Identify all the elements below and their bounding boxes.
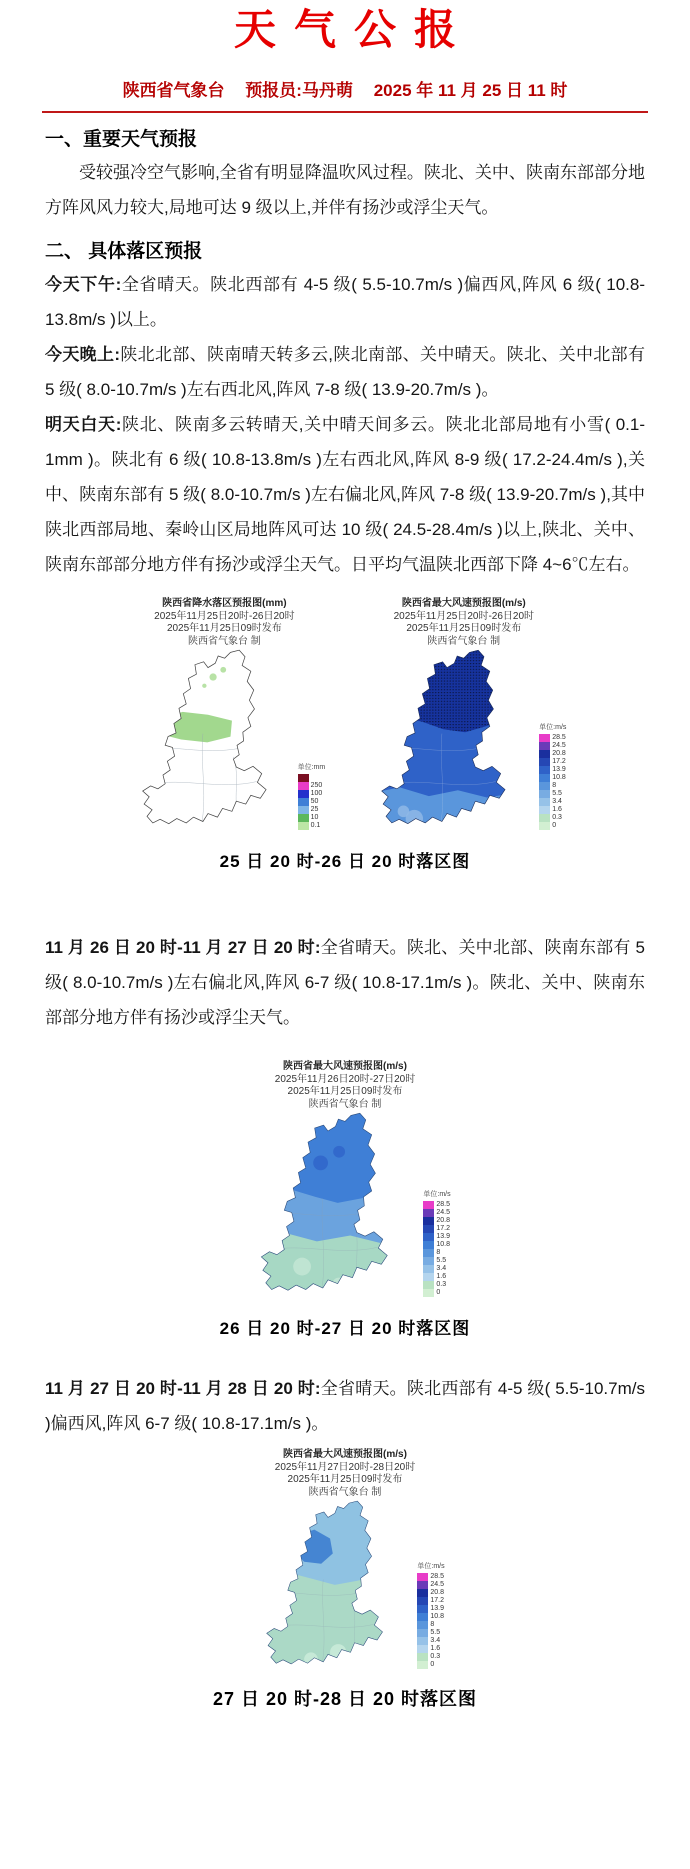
wind-map-day1-issued: 2025年11月25日09时发布 [406,623,522,634]
wind-map-day3-svg [245,1499,411,1683]
paragraph-tomorrow-lead: 明天白天: [45,415,122,434]
wind-map-day3-issued: 2025年11月25日09时发布 [287,1474,403,1485]
precip-map-period: 2025年11月25日20时-26日20时 [154,610,295,622]
wind1-patch [398,806,410,818]
wind-day2-legend: 单位:m/s 28.5 24.5 20.8 17.2 13.9 10.8 8 5.5 3.4 1.6 0.3 0 [423,1191,451,1296]
paragraph-afternoon-lead: 今天下午: [45,275,122,294]
paragraph-tomorrow-text: 陕北、陕南多云转晴天,关中晴天间多云。陕北北部局地有小雪( 0.1-1mm )。陕北有 6 级( 10.8-13.8m/s )左右西北风,阵风 8-9 级( 17.2-24.4m/s ),关中、陕南东部有 5 级( 8.0-10.7m/s )左右偏北风,阵风 7-8 级( 13.9-20.7m/s ),其中陕北西部局地、秦岭山区局地阵风可达 10 级( 24.5-28.4m/s )以上,陕北、关中、陕南东部部分地方伴有扬沙或浮尘天气。日平均气温陕北西部下降 4~6℃左右。 [45,415,645,574]
wind2-patch [332,1278,347,1293]
wind-map-day2-body [239,1111,450,1311]
wind1-stipple-overlay [371,648,523,732]
paragraph-afternoon-text: 全省晴天。陕北西部有 4-5 级( 5.5-10.7m/s )偏西风,阵风 6 级( 10.8-13.8m/s )以上。 [45,275,645,329]
wind-map-day2-title: 陕西省最大风速预报图(m/s) [283,1061,407,1072]
wind-map-day2-svg [239,1111,417,1311]
paragraph-day2 [45,930,645,1035]
wind-map-day1-title: 陕西省最大风速预报图(m/s) [401,598,526,609]
map-caption-day3: 27 日 20 时-28 日 20 时落区图 [212,1689,478,1709]
paragraph-tonight [45,337,645,407]
issue-datetime: 2025 年 11 月 25 日 11 时 [373,81,568,100]
bulletin-header [42,78,648,113]
wind-map-day3-body [245,1499,444,1683]
precip-map-body [124,648,326,844]
wind-day3-legend: 单位:m/s 28.5 24.5 20.8 17.2 13.9 10.8 8 5.5 3.4 1.6 0.3 0 [417,1563,445,1668]
wind2-spot [314,1155,329,1170]
precip-speck [220,667,226,673]
paragraph-day2-text: 全省晴天。陕北、关中北部、陕南东部有 5 级( 8.0-10.7m/s )左右偏北风,阵风 6-7 级( 10.8-17.1m/s )。陕北、关中、陕南东部部分地方伴有扬沙或浮尘天气。 [45,938,645,1027]
station-name: 陕西省气象台 [122,81,225,100]
precip-speck [209,673,216,680]
paragraph-day3-text: 全省晴天。陕北西部有 4-5 级( 5.5-10.7m/s )偏西风,阵风 6-7 级( 10.8-17.1m/s )。 [45,1379,645,1433]
precip-map-title: 陕西省降水落区预报图(mm) [162,598,287,609]
wind-map-day1-titles [394,598,534,648]
precip-map-issued: 2025年11月25日09时发布 [166,623,282,634]
wind-map-day1-credit: 陕西省气象台 制 [427,635,501,647]
wind-map-day1-svg [361,648,533,844]
maps-row-day1 [0,598,690,844]
wind2-north-region [251,1111,407,1203]
paragraph-tonight-text: 陕北北部、陕南晴天转多云,陕北南部、关中晴天。陕北、关中北部有 5 级( 8.0-10.7m/s )左右西北风,阵风 7-8 级( 13.9-20.7m/s )。 [45,345,645,399]
precip-base-region [131,648,283,844]
wind2-spot [334,1146,346,1158]
page-title: 天气公报 [233,6,474,53]
wind-day1-legend: 单位:m/s 28.5 24.5 20.8 17.2 13.9 10.8 8 5.5 3.4 1.6 0.3 0 [539,724,567,829]
wind-map-day3-period: 2025年11月27日20时-28日20时 [274,1461,416,1473]
wind-map-day2-credit: 陕西省气象台 制 [308,1098,382,1110]
paragraph-tonight-lead: 今天晚上: [45,345,120,364]
wind-map-day3-titles [275,1449,415,1499]
map-caption-day1: 25 日 20 时-26 日 20 时落区图 [219,852,471,871]
wind-map-day1-body [361,648,566,844]
precip-legend: 单位:mm 250 100 50 25 10 0.1 [297,764,326,829]
section2-heading: 二、 具体落区预报 [45,241,203,262]
wind-map-day1-period: 2025年11月25日20时-26日20时 [393,610,535,622]
wind2-patch [294,1258,312,1276]
wind3-patch [330,1644,346,1660]
wind-map-day3-title: 陕西省最大风速预报图(m/s) [283,1449,407,1460]
paragraph-tomorrow [45,407,645,582]
map-caption-day2: 26 日 20 时-27 日 20 时落区图 [219,1319,471,1338]
wind-map-day2-issued: 2025年11月25日09时发布 [287,1086,403,1097]
wind3-patch [305,1652,319,1666]
precip-speck [202,684,206,688]
paragraph-afternoon [45,267,645,337]
wind1-south-region [371,787,523,844]
maps-row-day2 [0,1061,690,1311]
forecaster-name: 预报员:马丹萌 [245,81,353,100]
precip-map-credit: 陕西省气象台 制 [187,635,261,647]
paragraph-day3 [45,1371,645,1441]
precip-map-block [124,598,326,844]
paragraph-day3-lead: 11 月 27 日 20 时-11 月 28 日 20 时: [45,1379,321,1398]
wind-map-day1-block [361,598,566,844]
maps-row-day3 [0,1449,690,1683]
wind2-south-region [251,1232,407,1311]
wind-map-day3-block [245,1449,444,1683]
wind-map-day2-block [239,1061,450,1311]
section1-heading: 一、重要天气预报 [45,129,198,150]
wind-map-day3-credit: 陕西省气象台 制 [308,1486,382,1498]
paragraph-day2-lead: 11 月 26 日 20 时-11 月 27 日 20 时: [45,938,321,957]
precip-map-titles [154,598,294,648]
wind-map-day2-titles [275,1061,415,1111]
precip-map-svg [124,648,292,844]
section1-paragraph: 受较强冷空气影响,全省有明显降温吹风过程。陕北、关中、陕南东部部分地方阵风风力较大,局地可达 9 级以上,并伴有扬沙或浮尘天气。 [45,163,645,217]
wind-map-day2-period: 2025年11月26日20时-27日20时 [274,1073,416,1085]
